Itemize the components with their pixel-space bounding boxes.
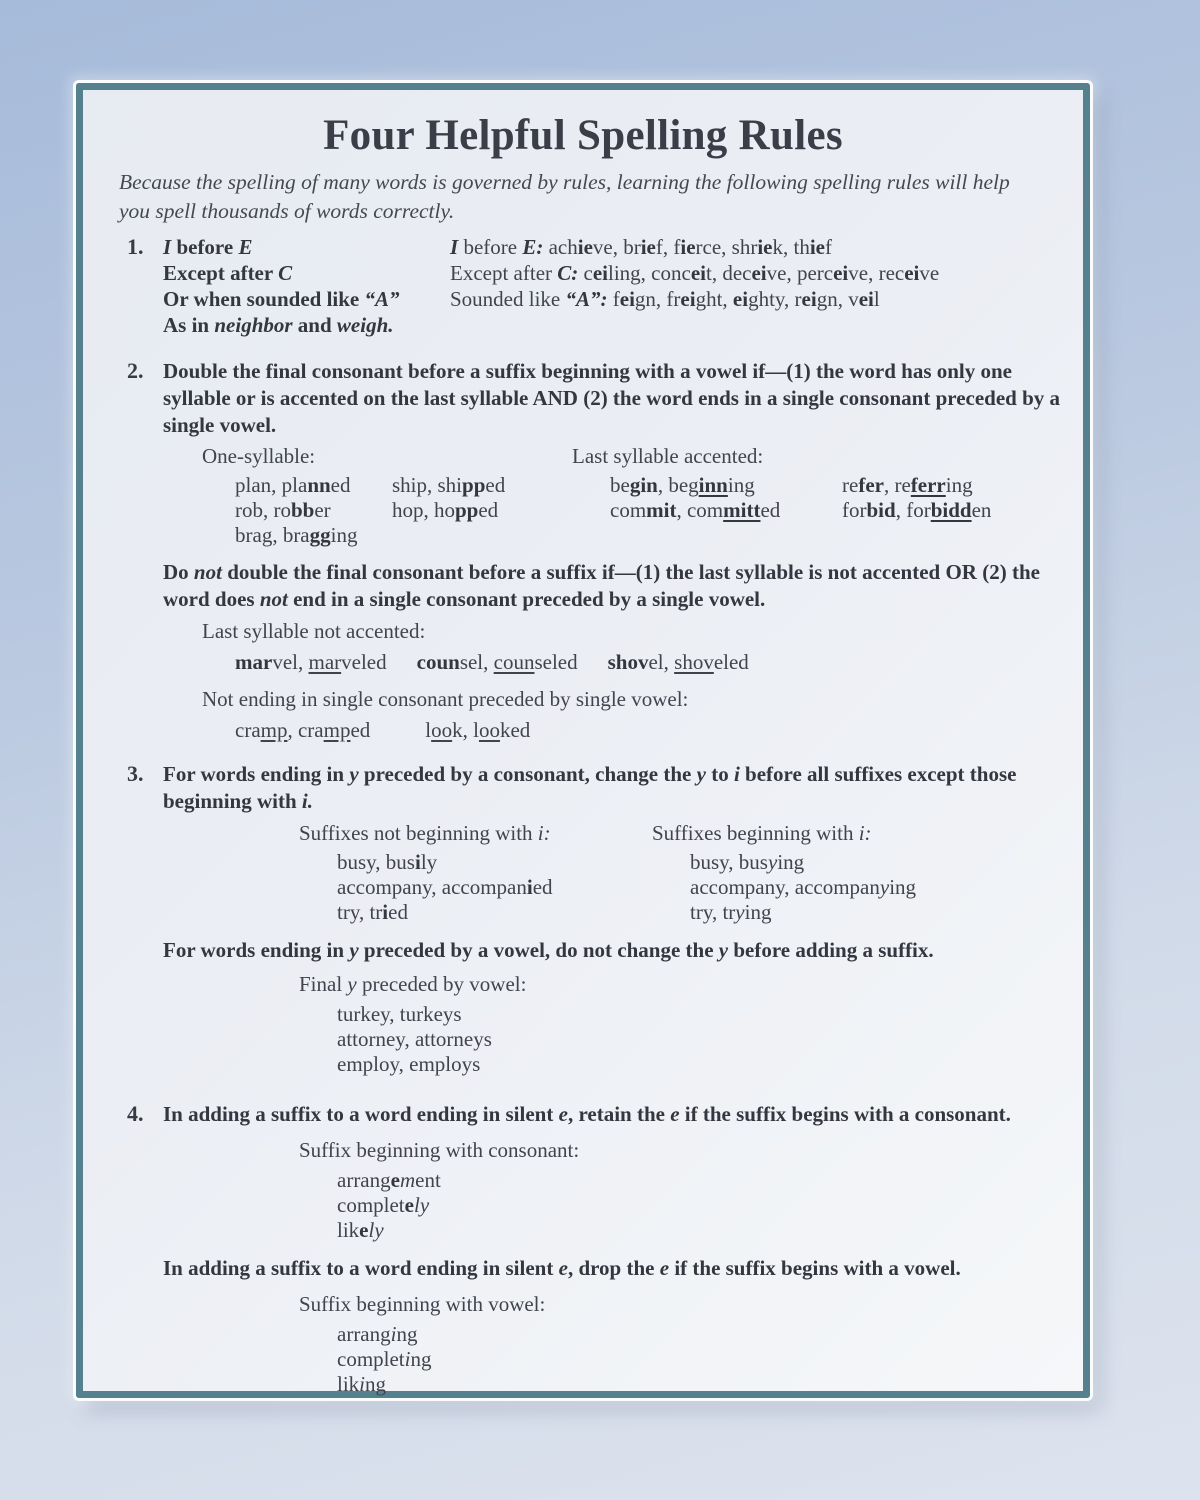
example-list [337, 1002, 1075, 1077]
example-pair: busy, busily [337, 850, 438, 874]
rule-1-left-line: I before E [163, 235, 253, 259]
example-pair: counsel, counseled [416, 650, 578, 674]
rule-3-columns [299, 821, 1075, 925]
rule-4-number: 4. [127, 1101, 144, 1126]
rule-3-vowel-heading: For words ending in y preceded by a vowel, do not change the y before adding a suffix. [163, 938, 934, 962]
rule-2 [83, 358, 1083, 743]
example-pair: attorney, attorneys [337, 1027, 492, 1051]
example-pair: accompany, accompanied [337, 875, 553, 899]
intro-paragraph: Because the spelling of many words is governed by rules, learning the following spelling rules will help you spell thousands of words correctly. [119, 170, 1010, 223]
column-header: One-syllable: [202, 444, 316, 468]
column-header: Suffixes beginning with i: [652, 821, 872, 845]
rule-1-right-column [450, 234, 939, 338]
example-pair: shovel, shoveled [607, 650, 749, 674]
example-pair: try, tried [337, 900, 408, 924]
example-word: liking [337, 1372, 387, 1396]
rule-4-heading: In adding a suffix to a word ending in silent e, retain the e if the suffix begins with a consonant. [163, 1102, 1011, 1126]
example-list [337, 1322, 1075, 1397]
rule-4-vowel-heading: In adding a suffix to a word ending in silent e, drop the e if the suffix begins with a vowel. [163, 1256, 961, 1280]
example-pair: cramp, cramped [235, 718, 371, 742]
rule-2-number: 2. [127, 358, 144, 383]
rule-3-heading: For words ending in y preceded by a consonant, change the y to i before all suffixes except those beginning with i. [163, 762, 1017, 813]
example-pair: ship, shipped [392, 473, 506, 497]
example-word: completing [337, 1347, 432, 1371]
example-column [299, 821, 652, 925]
rule-1 [83, 234, 1083, 338]
rule-1-example-line: Except after C: ceiling, conceit, deceive, perceive, receive [450, 261, 940, 285]
example-list [337, 1168, 1075, 1243]
example-pair: plan, planned [235, 473, 351, 497]
column-header: Suffix beginning with vowel: [299, 1292, 546, 1316]
rule-1-columns [163, 234, 1075, 338]
rule-2-negative-heading: Do not double the final consonant before a suffix if—(1) the last syllable is not accented OR (2) the word does not end in a single consonant preceded by a single vowel. [163, 560, 1040, 611]
rule-1-example-line: Sounded like “A”: feign, freight, eighty, reign, veil [450, 287, 880, 311]
column-header: Last syllable accented: [572, 444, 764, 468]
rule-1-left-line: Except after C [163, 261, 293, 285]
column-header: Not ending in single consonant preceded by single vowel: [202, 687, 689, 711]
example-pair: look, looked [425, 718, 531, 742]
column-header: Last syllable not accented: [202, 619, 426, 643]
example-row [235, 718, 1075, 743]
example-pair: forbid, forbidden [842, 498, 992, 522]
example-list [337, 850, 652, 925]
example-column [652, 821, 1005, 925]
example-pair: marvel, marveled [235, 650, 387, 674]
rule-2-example-grid [235, 473, 1075, 548]
example-row [235, 650, 1075, 675]
example-pair: brag, bragging [235, 523, 358, 547]
column-header: Suffixes not beginning with i: [299, 821, 551, 845]
document-page [76, 83, 1090, 1398]
rule-2-group-headers [202, 444, 1075, 469]
example-column [392, 473, 610, 548]
example-column [610, 473, 842, 548]
example-pair: accompany, accompanying [690, 875, 917, 899]
column-header: Suffix beginning with consonant: [299, 1138, 580, 1162]
rule-1-left-line: As in neighbor and weigh. [163, 313, 394, 337]
rule-3-number: 3. [127, 761, 144, 786]
example-pair: rob, robber [235, 498, 331, 522]
rule-3 [83, 761, 1083, 1077]
example-pair: refer, referring [842, 473, 973, 497]
example-column [842, 473, 991, 548]
rule-1-left-line: Or when sounded like “A” [163, 287, 400, 311]
example-pair: begin, beginning [610, 473, 755, 497]
example-word: arrangement [337, 1168, 441, 1192]
example-word: completely [337, 1193, 430, 1217]
column-header: Final y preceded by vowel: [299, 972, 527, 996]
example-pair: try, trying [690, 900, 772, 924]
example-word: arranging [337, 1322, 418, 1346]
example-pair: busy, busying [690, 850, 805, 874]
example-list [690, 850, 1005, 925]
example-pair: commit, committed [610, 498, 781, 522]
rule-1-left-column [163, 234, 450, 338]
rule-2-heading: Double the final consonant before a suffix beginning with a vowel if—(1) the word has only one syllable or is accented on the last syllable AND (2) the word ends in a single consonant preceded by a single vowel. [163, 359, 1061, 437]
example-pair: employ, employs [337, 1052, 481, 1076]
example-column [235, 473, 392, 548]
rule-1-example-line: I before E: achieve, brief, fierce, shriek, thief [450, 235, 832, 259]
example-pair: hop, hopped [392, 498, 499, 522]
page-title: Four Helpful Spelling Rules [323, 112, 843, 159]
example-pair: turkey, turkeys [337, 1002, 462, 1026]
example-word: likely [337, 1218, 384, 1242]
rule-4 [83, 1101, 1083, 1397]
rule-1-number: 1. [127, 234, 144, 259]
